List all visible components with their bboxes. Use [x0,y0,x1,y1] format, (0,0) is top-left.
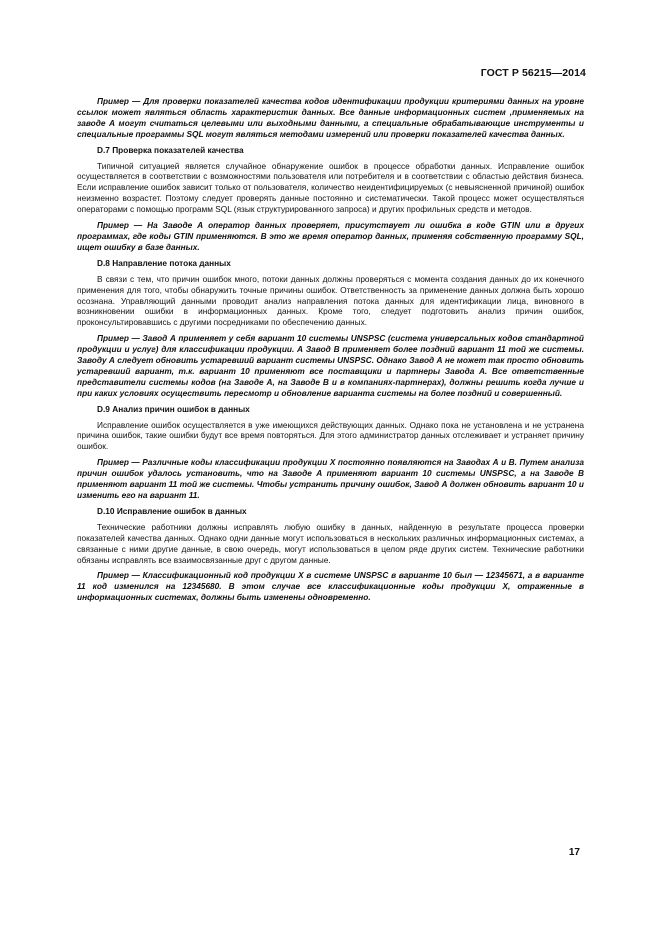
section-heading-d8: D.8 Направление потока данных [97,257,231,268]
section-heading-d10: D.10 Исправление ошибок в данных [97,505,247,516]
example-paragraph: Пример — Завод А применяет у себя вариант 10 системы UNSPSC (система универсальных кодов стандартной продукции и услуг) для классификации продукции. А Завод В применяет более поздний вариант 11 той же системы. Заводу А следует обновить устаревший вариант системы UNSPSC. Однако Завод А не может так просто обновить устаревший вариант, т.к. вариант 10 применяют все поставщики и партнеры Завода А. Все ответственные представители системы кодов (на Заводе А, на Заводе В и в компаниях-партнерах), должны решить когда лучше и при каких условиях осуществить пересмотр и обновление варианта системы на более поздний и совершенный. [77,333,584,398]
body-paragraph: Типичной ситуацией является случайное обнаружение ошибок в процессе обработки данных. Исправление ошибок осуществляется в соответствии с возможностями пользователя или потребителя и в соответствии с областью действия бизнеса. Если исправление ошибок зависит только от пользователя, количество неидентифицируемых (с невыясненной причиной) ошибок неизменно возрастет. Поэтому следует проверять данные постоянно и систематически. Такой процесс может осуществляться операторами с помощью программ SQL (язык структурированного запроса) и других профильных средств и методов. [77,160,584,215]
example-paragraph: Пример — Различные коды классификации продукции Х постоянно появляются на Заводах А и В. Путем анализа причин ошибок удалось установить, что на Заводе А применяют вариант 10 системы UNSPSC, а на Заводе В применяют вариант 11 той же системы. Чтобы устранить причину ошибок, Завод А должен обновить вариант 10 и изменить его на вариант 11. [77,457,584,500]
example-paragraph: Пример — На Заводе А оператор данных проверяет, присутствует ли ошибка в коде GTIN или в других программах, где коды GTIN применяются. В это же время оператор данных, применяя собственную программу SQL, ищет ошибку в базе данных. [77,220,584,252]
section-heading-d9: D.9 Анализ причин ошибок в данных [97,403,250,414]
example-paragraph: Пример — Классификационный код продукции Х в системе UNSPSC в варианте 10 был — 12345671, а в варианте 11 код изменился на 12345680. В этом случае все классификационные коды продукции Х, отраженные в информационных системах, должны быть изменены одновременно. [77,570,584,603]
section-heading-d7: D.7 Проверка показателей качества [97,144,244,155]
body-paragraph: Исправление ошибок осуществляется в уже имеющихся действующих данных. Однако пока не установлена и не устранена причина ошибок, такие ошибки будут все время повторяться. Для этого администратор данных отслеживает и устраняет причину ошибок. [77,419,584,452]
standard-designation: ГОСТ Р 56215—2014 [480,67,586,79]
page-number: 17 [568,847,580,858]
body-paragraph: Технические работники должны исправлять любую ошибку в данных, найденную в результате процесса проверки показателей качества данных. Однако одни данные могут использоваться в нескольких различных информационных системах, а связанные с ними другие данные, в свою очередь, могут использоваться в целом ряде других систем. Технические работники обязаны исправлять все взаимосвязанные друг с другом данные. [77,521,584,565]
body-paragraph: В связи с тем, что причин ошибок много, потоки данных должны проверяться с момента создания данных до их конечного применения для того, чтобы обнаружить точные причины ошибок. Ответственность за применение данных должна быть хорошо осознана. Управляющий данными проводит анализ направления потока данных для идентификации лица, виновного в возникновении ошибки в информационных данных. Кроме того, следует подготовить анализ причин ошибок, проконсультировавшись с другими посредниками по обеспечению данных. [77,273,584,328]
example-paragraph: Пример — Для проверки показателей качества кодов идентификации продукции критериями данных на уровне ссылок может являться область характеристик данных. Все данные информационных систем ,применяемых на заводе А могут считаться целевыми или выходными данными, а специальные обрабатывающие инструменты и специальные программы SQL могут являться методами измерений или проверки показателей качества данных. [77,96,584,139]
page-body [77,96,584,603]
